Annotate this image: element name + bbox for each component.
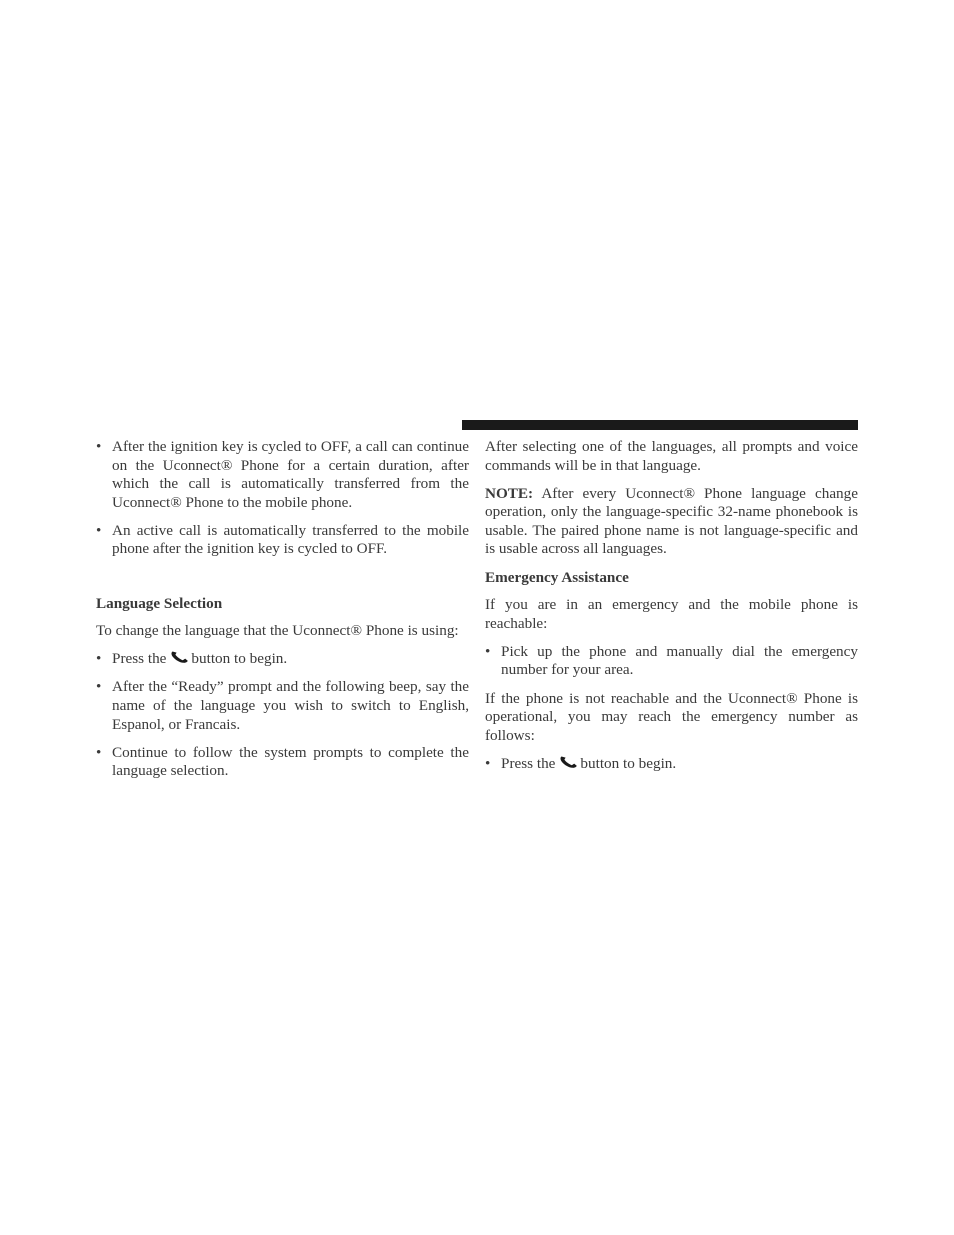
list-item-press: • Press the button to begin. — [485, 754, 677, 772]
note-label: NOTE: — [485, 484, 534, 502]
bullet-icon: • — [485, 754, 491, 772]
language-selection-heading: Language Selection — [96, 594, 223, 612]
bullet-list-emergency-press — [485, 755, 858, 774]
bullet-icon: • — [485, 642, 491, 660]
emergency-assistance-heading: Emergency Assistance — [485, 568, 629, 586]
bullet-icon: • — [96, 678, 102, 696]
list-item: • Pick up the phone and manually dial the emergency number for your area. — [485, 642, 858, 679]
note-paragraph: NOTE: After every Uconnect® Phone language change operation, only the language-specific 32-name phonebook is usable. The paired phone name is not language-specific and is usable across all languages. — [485, 484, 858, 558]
bullet-icon: • — [96, 650, 102, 668]
emergency-intro: If you are in an emergency and the mobile phone is reachable: — [485, 596, 858, 632]
bullet-list-emergency — [485, 643, 858, 680]
bullet-list-call-transfer — [96, 438, 469, 559]
phone-handset-icon — [170, 650, 190, 664]
list-item: • After the ignition key is cycled to OFF, a call can continue on the Uconnect® Phone for a certain duration, after which the call is automatically transferred from the Uconnect® Phone to the mobile phone. — [96, 438, 469, 511]
bullet-icon: • — [96, 438, 102, 455]
list-item: • After the “Ready” prompt and the following beep, say the name of the language you wish to switch to English, Espanol, or Francais. — [96, 678, 469, 733]
left-column — [96, 438, 469, 790]
language-intro: To change the language that the Uconnect® Phone is using: — [96, 622, 459, 640]
bullet-list-language-steps — [96, 650, 469, 781]
list-item: • An active call is automatically transferred to the mobile phone after the ignition key is cycled to OFF. — [96, 521, 469, 558]
list-item: • Continue to follow the system prompts to complete the language selection. — [96, 743, 469, 780]
after-selecting-paragraph: After selecting one of the languages, all prompts and voice commands will be in that language. — [485, 438, 858, 474]
section-header-bar — [462, 420, 858, 430]
bullet-icon: • — [96, 743, 102, 761]
right-column — [485, 438, 858, 783]
bullet-icon: • — [96, 521, 102, 539]
phone-handset-icon — [559, 755, 579, 769]
not-reachable-paragraph: If the phone is not reachable and the Uconnect® Phone is operational, you may reach the emergency number as follows: — [485, 689, 858, 744]
list-item-press: • Press the button to begin. — [96, 650, 288, 668]
